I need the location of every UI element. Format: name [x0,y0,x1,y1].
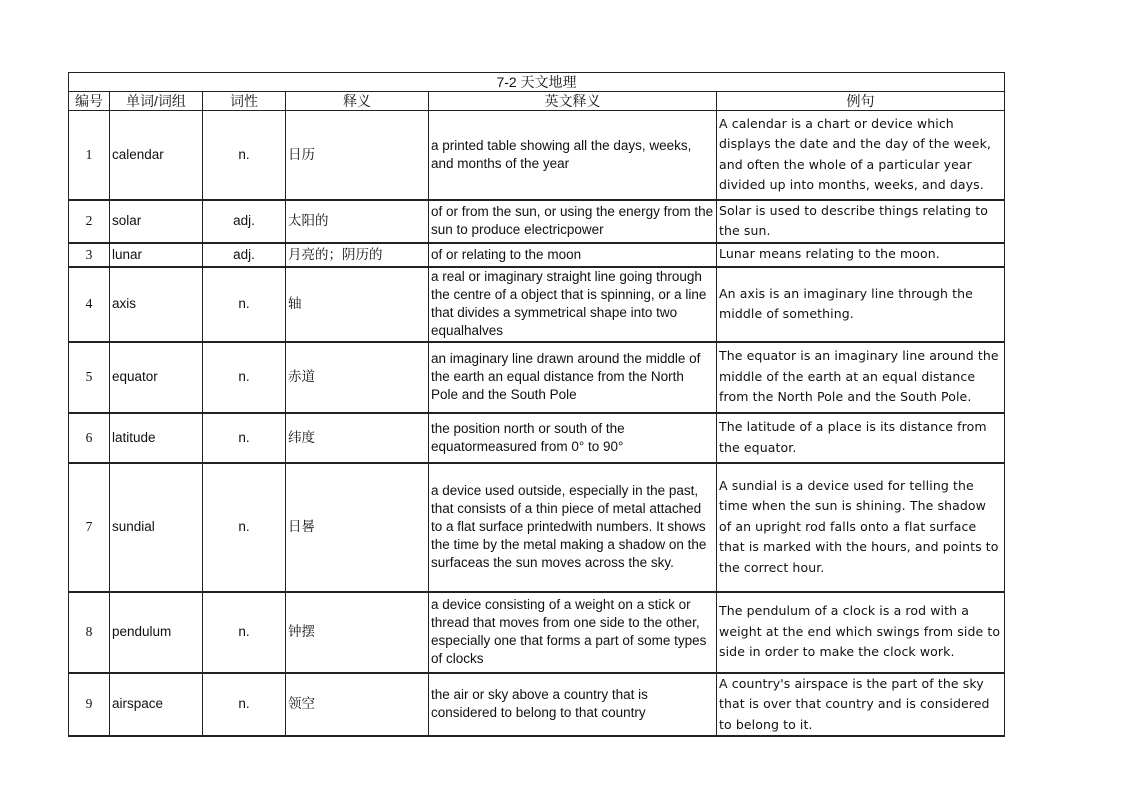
table-row [69,243,1005,267]
word-cell: solar [110,200,203,243]
row-number-cell: 5 [69,342,110,413]
table-title: 7-2 天文地理 [69,73,1005,92]
english-definition-cell: a device consisting of a weight on a stick or thread that moves from one side to the other, especially one that forms a part of some types of clocks [429,592,717,673]
header-english-definition: 英文释义 [429,92,717,111]
row-number-cell: 1 [69,111,110,200]
header-word: 单词/词组 [110,92,203,111]
chinese-meaning-cell: 赤道 [286,342,429,413]
example-sentence-cell: Solar is used to describe things relating to the sun. [717,200,1005,243]
vocabulary-table [68,72,1005,737]
word-cell: equator [110,342,203,413]
word-cell: latitude [110,413,203,463]
word-cell: calendar [110,111,203,200]
example-sentence-cell: Lunar means relating to the moon. [717,243,1005,267]
chinese-meaning-cell: 月亮的；阴历的 [286,243,429,267]
english-definition-cell: a printed table showing all the days, weeks, and months of the year [429,111,717,200]
example-sentence-cell: The pendulum of a clock is a rod with a weight at the end which swings from side to side in order to make the clock work. [717,592,1005,673]
header-number: 编号 [69,92,110,111]
row-number-cell: 4 [69,267,110,342]
chinese-meaning-cell: 领空 [286,673,429,737]
english-definition-cell: of or relating to the moon [429,243,717,267]
english-definition-cell: the position north or south of the equatormeasured from 0° to 90° [429,413,717,463]
word-cell: airspace [110,673,203,737]
row-number-cell: 3 [69,243,110,267]
table-row [69,342,1005,413]
chinese-meaning-cell: 日晷 [286,463,429,592]
example-sentence-cell: A country's airspace is the part of the sky that is over that country and is considered to belong to it. [717,673,1005,737]
table-row [69,267,1005,342]
example-sentence-cell: An axis is an imaginary line through the middle of something. [717,267,1005,342]
chinese-meaning-cell: 钟摆 [286,592,429,673]
chinese-meaning-cell: 纬度 [286,413,429,463]
row-number-cell: 7 [69,463,110,592]
word-cell: axis [110,267,203,342]
part-of-speech-cell: n. [203,592,286,673]
part-of-speech-cell: n. [203,463,286,592]
example-sentence-cell: A calendar is a chart or device which displays the date and the day of the week, and often the whole of a particular year divided up into months, weeks, and days. [717,111,1005,200]
english-definition-cell: the air or sky above a country that is considered to belong to that country [429,673,717,737]
word-cell: sundial [110,463,203,592]
row-number-cell: 2 [69,200,110,243]
header-example: 例句 [717,92,1005,111]
example-sentence-cell: A sundial is a device used for telling the time when the sun is shining. The shadow of an upright rod falls onto a flat surface that is marked with the hours, and points to the correct hour. [717,463,1005,592]
chinese-meaning-cell: 太阳的 [286,200,429,243]
row-number-cell: 6 [69,413,110,463]
row-number-cell: 9 [69,673,110,737]
table-row [69,463,1005,592]
table-row [69,111,1005,200]
english-definition-cell: of or from the sun, or using the energy from the sun to produce electricpower [429,200,717,243]
example-sentence-cell: The equator is an imaginary line around the middle of the earth at an equal distance from the North Pole and the South Pole. [717,342,1005,413]
english-definition-cell: a device used outside, especially in the past, that consists of a thin piece of metal attached to a flat surface printedwith numbers. It shows the time by the metal making a shadow on the surfaceas the sun moves across the sky. [429,463,717,592]
chinese-meaning-cell: 日历 [286,111,429,200]
part-of-speech-cell: n. [203,673,286,737]
chinese-meaning-cell: 轴 [286,267,429,342]
row-number-cell: 8 [69,592,110,673]
header-chinese-meaning: 释义 [286,92,429,111]
word-cell: pendulum [110,592,203,673]
part-of-speech-cell: n. [203,111,286,200]
table-row [69,413,1005,463]
table-row [69,200,1005,243]
table-row [69,673,1005,737]
part-of-speech-cell: adj. [203,243,286,267]
example-sentence-cell: The latitude of a place is its distance from the equator. [717,413,1005,463]
english-definition-cell: a real or imaginary straight line going through the centre of a object that is spinning, or a line that divides a symmetrical shape into two equalhalves [429,267,717,342]
part-of-speech-cell: n. [203,413,286,463]
header-part-of-speech: 词性 [203,92,286,111]
table-row [69,592,1005,673]
part-of-speech-cell: n. [203,342,286,413]
header-row [69,92,1005,111]
part-of-speech-cell: adj. [203,200,286,243]
part-of-speech-cell: n. [203,267,286,342]
word-cell: lunar [110,243,203,267]
english-definition-cell: an imaginary line drawn around the middle of the earth an equal distance from the North Pole and the South Pole [429,342,717,413]
